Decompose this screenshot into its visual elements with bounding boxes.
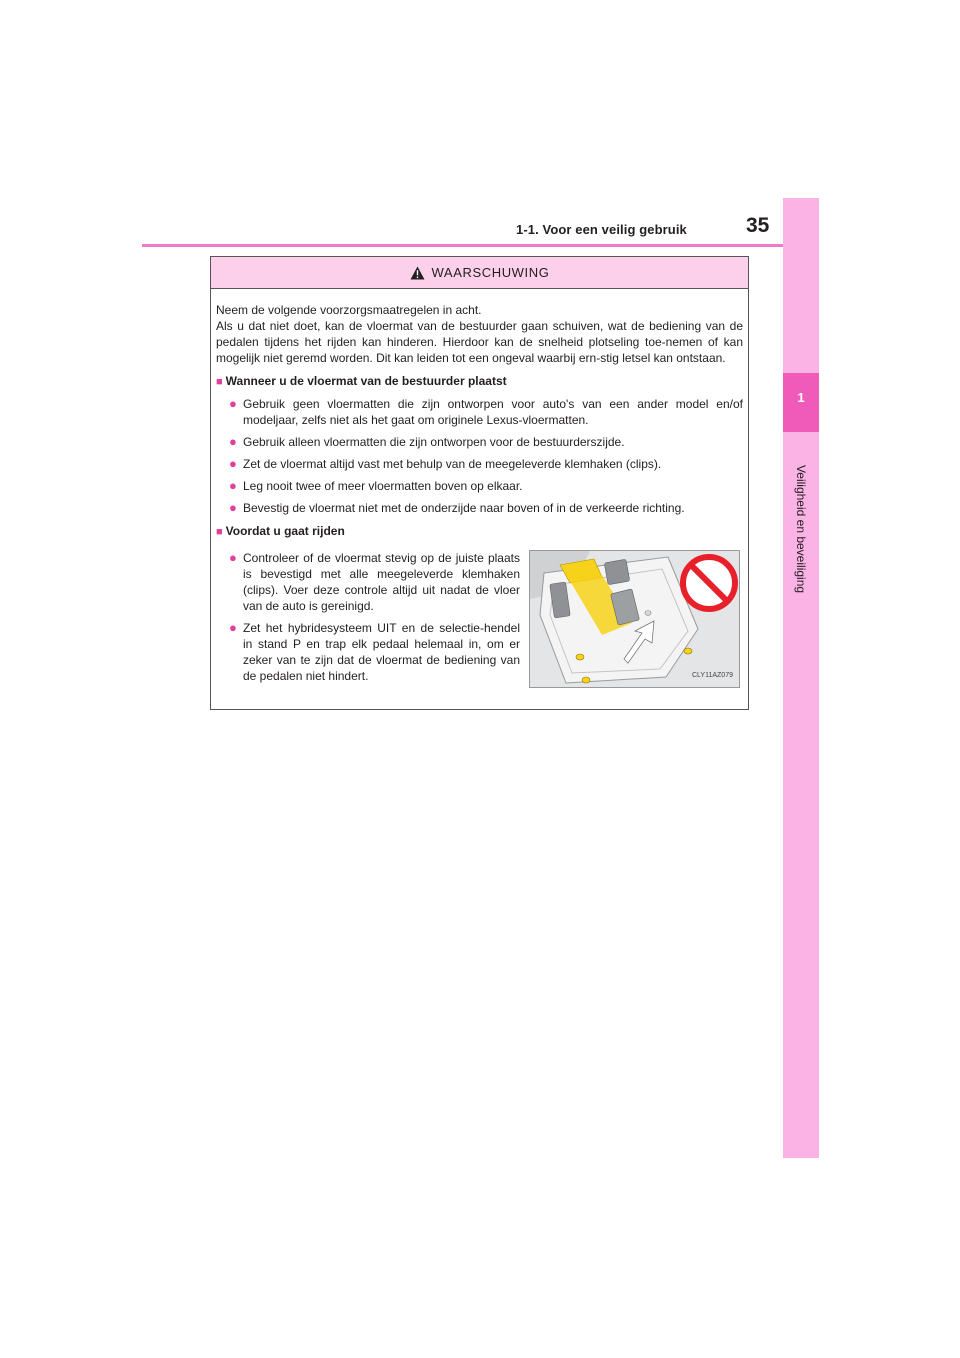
list-item [216, 478, 743, 494]
warning-box [210, 256, 749, 710]
list-item-text: Controleer of de vloermat stevig op de juiste plaats is bevestigd met alle meegeleverde klemhaken (clips). Voer deze controle altijd uit nadat de vloer van de auto is gereinigd. [243, 551, 520, 613]
floor-mat-illustration [529, 550, 740, 688]
list-item [216, 456, 743, 472]
chapter-side-tab [783, 198, 819, 1158]
round-bullet-icon: ● [229, 456, 237, 471]
warning-body [216, 302, 743, 694]
list-item-text: Zet de vloermat altijd vast met behulp van de meegeleverde klemhaken (clips). [243, 457, 662, 471]
section-heading-text: Wanneer u de vloermat van de bestuurder plaatst [225, 374, 507, 388]
square-bullet-icon: ■ [216, 526, 223, 538]
list-item [216, 620, 520, 684]
page-number: 35 [746, 214, 770, 237]
floor-mat-drawing [530, 551, 739, 687]
list-item-text: Zet het hybridesysteem UIT en de selectie-hendel in stand P en trap elk pedaal helemaal in, om er zeker van te zijn dat de vloermat de bediening van de pedalen niet hindert. [243, 621, 520, 683]
list-item-text: Gebruik geen vloermatten die zijn ontworpen voor auto's van een ander model en/of modeljaar, zelfs niet als het gaat om originele Lexus-vloermatten. [243, 397, 743, 427]
list-item-text: Gebruik alleen vloermatten die zijn ontworpen voor de bestuurderszijde. [243, 435, 625, 449]
before-driving-content [216, 544, 743, 694]
section-heading-text: Voordat u gaat rijden [225, 524, 345, 538]
prohibition-icon [683, 557, 735, 609]
square-bullet-icon: ■ [216, 376, 223, 388]
chapter-label: Veiligheid en beveiliging [794, 464, 808, 594]
warning-intro [216, 302, 743, 366]
list-item [216, 550, 520, 614]
illustration-code: CLY11AZ079 [692, 672, 733, 679]
warning-header [211, 257, 748, 289]
round-bullet-icon: ● [229, 550, 237, 565]
section-heading-before-driving [216, 523, 743, 540]
chapter-number: 1 [797, 390, 805, 405]
warning-triangle-icon [410, 266, 425, 280]
intro-line-1: Neem de volgende voorzorgsmaatregelen in acht. [216, 303, 482, 317]
round-bullet-icon: ● [229, 500, 237, 515]
round-bullet-icon: ● [229, 620, 237, 635]
section-title: 1-1. Voor een veilig gebruik [516, 222, 687, 237]
section-heading-placing-mat [216, 373, 743, 390]
before-driving-list [216, 544, 520, 684]
warning-title: WAARSCHUWING [431, 265, 550, 280]
round-bullet-icon: ● [229, 478, 237, 493]
list-item [216, 434, 743, 450]
list-item-text: Leg nooit twee of meer vloermatten boven op elkaar. [243, 479, 523, 493]
round-bullet-icon: ● [229, 396, 237, 411]
round-bullet-icon: ● [229, 434, 237, 449]
list-item-text: Bevestig de vloermat niet met de onderzijde naar boven of in de verkeerde richting. [243, 501, 685, 515]
intro-line-2: Als u dat niet doet, kan de vloermat van de bestuurder gaan schuiven, wat de bediening van de pedalen tijdens het rijden kan hinderen. Hierdoor kan de snelheid plotseling toe-nemen of kan mogelijk niet geremd worden. Dit kan leiden tot een ongeval waarbij ern-stig letsel kan ontstaan. [216, 319, 743, 365]
header-rule [142, 244, 818, 247]
list-item [216, 500, 743, 516]
list-item [216, 396, 743, 428]
